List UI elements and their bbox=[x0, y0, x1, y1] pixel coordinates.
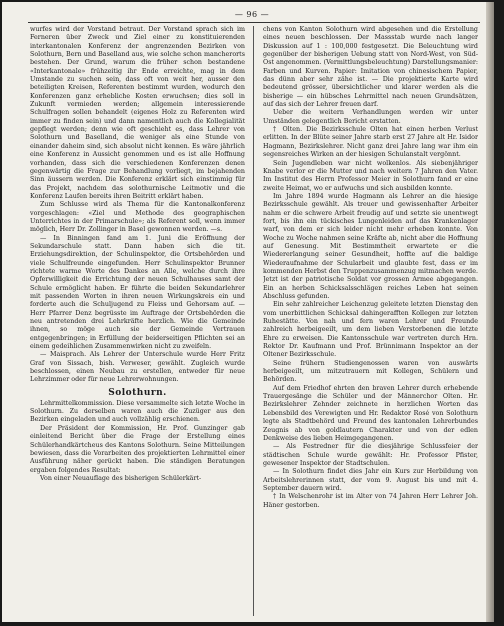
right-column bbox=[263, 26, 478, 616]
page-number: — 96 — bbox=[234, 10, 270, 19]
paragraph-map-details: chens von Kanton Solothurn wird abgesehen und die Erstellung eines neuen beschlossen. Der Massstab wurde nach langer Diskussion auf 1 : 100,000 festgesetzt. Die Beleuchtung wird gegenüber der bisherigen Uebung statt von Nord-West, von Süd-Ost angenommen. (Vermittlungsbeleuchtung) Darstellungsmanier: Farben und Kurven. Papier: Imitation von chinesischem Papier, das dünn aber sehr zähe ist. — Die projektierte Karte wird bedeutend grösser, übersichtlicher und klarer werden als die bisherige — ein hübsches Lehrmittel nach neuen Grundsätzen, auf das sich der Lehrer freuen darf. bbox=[263, 26, 478, 109]
page-edge-shadow bbox=[486, 2, 494, 622]
paragraph-binningen: — In Binningen fand am 1. Juni die Eröffnung der Sekundarschule statt. Dann haben sich die tit. Erziehungsdirektion, der Schulinspektor, die Ortsbehörden und viele Schulfreunde eingefunden. Herr Schulinspektor Brunner richtete warme Worte des Dankes an Alle, welche durch ihre Opferwilligkeit die Errichtung der neuen Schulhauses samt der Schule ermöglicht haben. Er führte die beiden Sekundarlehrer mit passenden Worten in ihren neuen Wirkungskreis ein und forderte auch die Schuljugend zu Fleiss und Gehorsam auf. — Herr Pfarrer Denz begrüsste im Auftrage der Ortsbehörden die neu antretenden drei Lehrkräfte herzlich. Wie die Gemeinde ihnen, so möge auch sie der Gemeinde Vertrauen entgegenbringen; in Erfüllung der beiderseitigen Pflichten sei an einem gedeihlichen Zusammenwirken nicht zu zweifeln. bbox=[30, 234, 245, 351]
paragraph-olten-obituary: † Olten. Die Bezirksschule Olten hat einen herben Verlust erlitten. In der Blüte seiner Jahre starb erst 27 Jahre alt Hr. Isidor Hagmann, Bezirkslehrer. Nicht ganz drei Jahre lang war ihm ein segensreiches Wirken an der hiesigen Schulanstalt vergönnt. bbox=[263, 126, 478, 159]
paragraph-new-map: Von einer Neuauflage des bisherigen Schülerkärt- bbox=[40, 474, 202, 482]
paragraph-conference-draft: wurfes wird der Vorstand betraut. Der Vorstand sprach sich im Ferneren über Zweck und Ziel einer zu konstituierenden interkantonalen Konferenz der angrenzenden Bezirken von Solothurn, Bern und Baselland aus, wie solche schon mancherorts bestehen. Der Grund, warum die früher schon bestandene «Interkantonale» frühzeitig ihr Ende erreichte, mag in dem Umstande zu suchen sein, dass oft von weit her, ausser den beteiligten Kreisen, Referenten bestimmt wurden, wodurch den Konferenzen ganz erhebliche Kosten erwuchsen; dies soll in Zukunft vermieden werden; allgemein interessierende Schulfragen sollen behandelt (eigenes Holz zu Referenten wird immer zu finden sein) und dann namentlich auch die Kollegialität gepflegt werden; denn wie oft geschieht es, dass Lehrer von Solothurn und Baselland, die weniger als eine Stunde von einander daheim sind, sich absolut nicht kennen. Es wäre jährlich eine Konferenz in Aussicht genommen und es ist alle Hoffnung vorhanden, dass sich die verschiedenen Konferenzen denen gegenwärtig die Frage zur Behandlung vorliegt, im bejahenden Sinn äussern werden. Die Konferenz erklärt sich einstimmig für das Projekt, nachdem das solothurnische Leitmotiv und die Konferenz Laufen bereits ihren Beitritt erklärt haben. bbox=[30, 26, 245, 200]
paragraph-teacher-course: — In Solothurn findet dies Jahr ein Kurs zur Herbildung von Arbeitslehrerinnen statt, der vom 9. August bis und mit 4. September dauern wird. bbox=[263, 468, 478, 492]
column-divider bbox=[253, 26, 254, 616]
paragraph-cemetery: Auf dem Friedhof ehrten den braven Lehrer durch erhebende Trauergesänge die Schüler und der Männerchor Olten. Hr. Bezirkslehrer Zehnder zeichnete in herzlichen Worten das Lebensbild des Verewigten und Hr. Redaktor Rosé von Solothurn legte als Stadtbehörd und Freund des kantonalen Lehrerbundes Zeugnis ab von goldlautern Charakter und von der edlen Denkweise des lieben Heimgegangenen. bbox=[263, 384, 478, 442]
header-rule bbox=[28, 22, 480, 23]
paragraph-lehrmittelkommission: Lehrmittelkommission. Diese versammelte sich letzte Woche in Solothurn. Zu derselben waren auch die Zuzüger aus den Bezirken eingeladen und auch vollzählig erschienen. bbox=[30, 399, 245, 424]
paragraph-youth: Sein Jugendleben war nicht wolkenlos. Als siebenjähriger Knabe verlor er die Mutter und nach weitern 7 Jahren den Vater. Im Institut des Herrn Professor Meier in Solothurn fand er eine zweite Heimat, wo er aufwuchs und sich ausbilden konnte. bbox=[263, 159, 478, 192]
paragraph-career: Im Jahre 1894 wurde Hagmann als Lehrer an die hiesige Bezirksschule gewählt. Als treuer und gewissenhafter Arbeiter nahm er die schwere Arbeit freudig auf und setzte sie unentwegt fort, bis ihn ein tückisches Lungenleiden auf das Krankenlager warf, von dem er sich leider nicht mehr erheben konnte. Von Woche zu Woche nahmen seine Kräfte ab, nicht aber die Hoffnung auf Genesung. Mit Bestimmtheit erwartete er die Wiedererlangung seiner Gesundheit, hoffte auf die baldige Wiederaufnahme der Schularbeit und glaubte fest, dass er im kommenden Herbst den Truppenzusammenzug mitmachen werde. Jetzt ist der patriotische Soldat vor grossen Armee abgegangen. Ein an herben Schicksalsschlägen reiches Leben hat seinen Abschluss gefunden. bbox=[263, 192, 478, 300]
paragraph-maisprach: — Maisprach. Als Lehrer der Unterschule wurde Herr Fritz Graf von Sissach, bish. Verweser, gewählt. Zugleich wurde beschlossen, einen Neubau zu erstellen, entweder für neue Lehrzimmer oder für neue Lehrerwohnungen. bbox=[30, 351, 245, 384]
left-column bbox=[30, 26, 245, 616]
paragraph-president-report: Der Präsident der Kommission, Hr. Prof. Gunzinger gab einleitend Bericht über die Frage der Erstellung eines Schülerhandkärtcheus des Kantons Solothurn. Seine Mitteilungen bewiesen, dass die Vorarbeiten des projektierten Lehrmittel einer Ausführung näher gerückt haben. Die ständigen Beratungen ergaben folgendes Resultat: bbox=[30, 424, 245, 474]
paragraph-welschenrohr: † In Welschenrohr ist im Alter von 74 Jahren Herr Lehrer Joh. Häner gestorben. bbox=[263, 493, 478, 509]
paragraph-funeral: Ein sehr zahlreicher Leichenzug geleitete letzten Dienstag den vom unerbittlichen Schicksal dahingerafften Kollegen zur letzten Ruhestätte. Von nah und fern waren Lehrer und Freunde zahlreich herbeigeeilt, um dem lieben Verstorbenen die letzte Ehre zu erweisen. Die Kantonsschule war vertreten durch Hrn. Rektor Dr. Kaufmann und Prof. Brünnimann Inspektor an der Oltener Bezirksschule. bbox=[263, 301, 478, 359]
paragraph-conference-theme: Zum Schlusse wird als Thema für die Kantonalkonferenz vorgeschlagen: «Ziel und Methode des geographischen Unterrichtes in der Primarschule»; als Referent soll, wenn immer möglich, Herr Dr. Zollinger in Basel gewonnen werden. —s. bbox=[30, 201, 245, 234]
paragraph-classmates: Seine frühern Studiengenossen waren von auswärts herbeigeeilt, um mitzutrauern mit Kollegen, Schülern und Behörden. bbox=[263, 359, 478, 384]
section-heading-solothurn: Solothurn. bbox=[108, 387, 167, 398]
newspaper-page bbox=[2, 2, 494, 622]
paragraph-further-report: Ueber die weitern Verhandlungen werden wir unter Umständen gelegentlich Bericht erstatten. bbox=[263, 109, 478, 125]
paragraph-festival-speaker: — Als Festredner für die diesjährige Schlussfeier der städtischen Schule wurde gewählt: Hr. Professor Pfister, gewesener Inspektor der Stadtschulen. bbox=[263, 443, 478, 467]
